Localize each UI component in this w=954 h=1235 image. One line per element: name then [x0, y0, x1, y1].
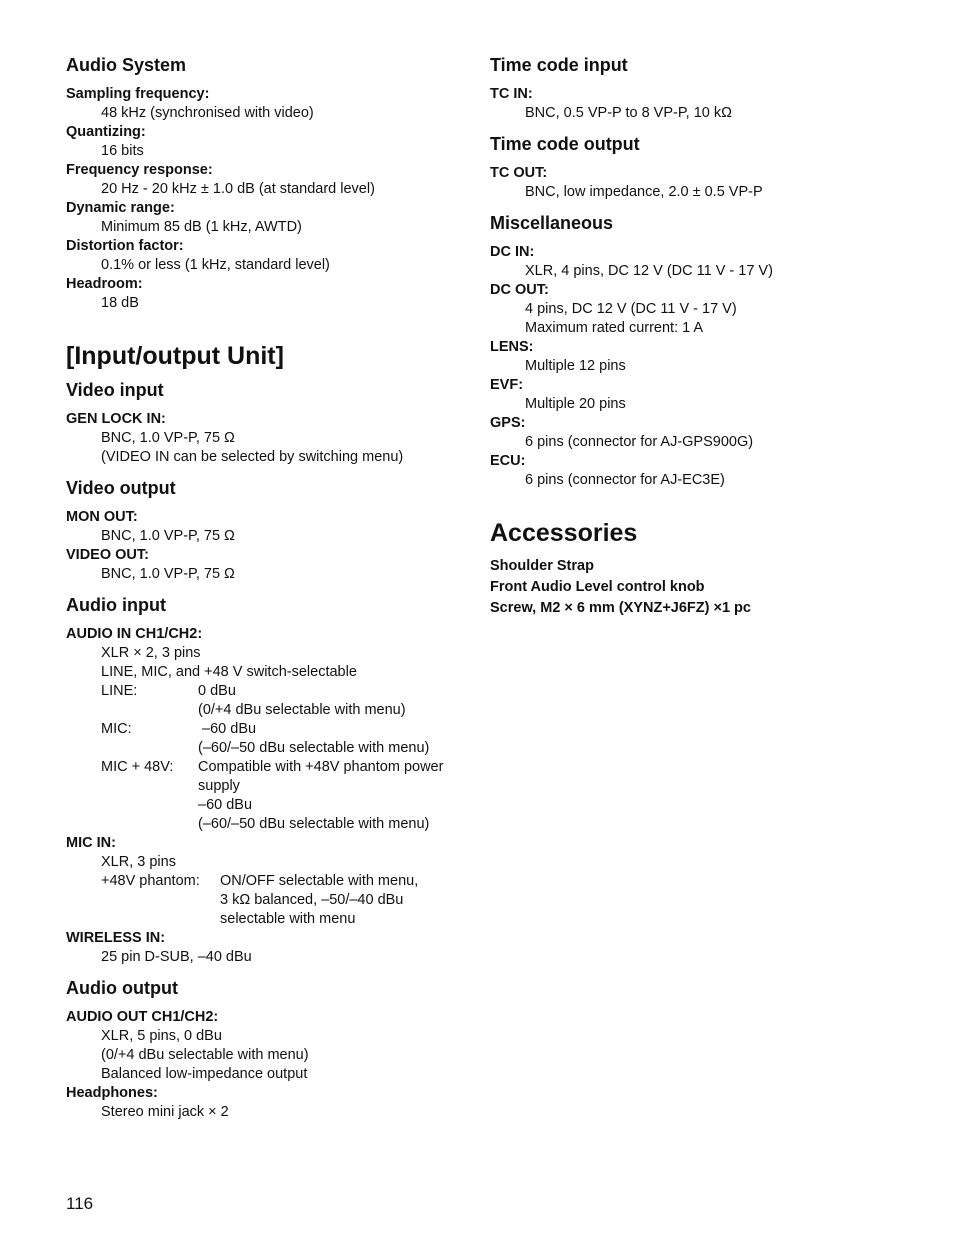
- mic48-level-line: –60 dBu: [198, 797, 253, 813]
- quantizing-value: 16 bits: [101, 143, 144, 159]
- quantizing-label: Quantizing:: [66, 124, 146, 140]
- headphones-value: Stereo mini jack × 2: [101, 1104, 229, 1120]
- dc-out-line: 4 pins, DC 12 V (DC 11 V - 17 V): [525, 301, 737, 317]
- dc-out-line: Maximum rated current: 1 A: [525, 320, 704, 336]
- phantom-line: ON/OFF selectable with menu,: [220, 873, 419, 889]
- dynamic-range-label: Dynamic range:: [66, 200, 175, 216]
- line-level-line: 0 dBu: [198, 683, 236, 699]
- dc-out-value: [490, 300, 930, 338]
- miscellaneous-heading: Miscellaneous: [490, 213, 614, 233]
- frequency-response-label: Frequency response:: [66, 162, 213, 178]
- dynamic-range-value: Minimum 85 dB (1 kHz, AWTD): [101, 219, 302, 235]
- audio-out-ch1-ch2-value: [66, 1027, 466, 1084]
- line-level-label: LINE:: [101, 683, 138, 699]
- video-out-label: VIDEO OUT:: [66, 547, 149, 563]
- phantom-line: selectable with menu: [220, 911, 356, 927]
- mic-level-row: [101, 720, 443, 758]
- gen-lock-in-value: [66, 429, 466, 467]
- mic-in-value: [66, 853, 466, 929]
- audio-output-heading: Audio output: [66, 978, 178, 998]
- mic48-level-label: MIC + 48V:: [101, 759, 174, 775]
- lens-label: LENS:: [490, 339, 534, 355]
- sampling-frequency-value: 48 kHz (synchronised with video): [101, 105, 314, 121]
- mic-level-line: –60 dBu: [198, 721, 257, 737]
- headphones-label: Headphones:: [66, 1085, 158, 1101]
- tc-in-value: BNC, 0.5 VP-P to 8 VP-P, 10 kΩ: [525, 105, 732, 121]
- audio-in-line: XLR × 2, 3 pins: [101, 645, 201, 661]
- sampling-frequency-label: Sampling frequency:: [66, 86, 210, 102]
- phantom-table: [101, 872, 418, 929]
- frequency-response-value: 20 Hz - 20 kHz ± 1.0 dB (at standard level): [101, 181, 375, 197]
- gen-lock-in-label: GEN LOCK IN:: [66, 411, 166, 427]
- evf-value: Multiple 20 pins: [525, 396, 626, 412]
- dc-out-label: DC OUT:: [490, 282, 549, 298]
- mic-in-label: MIC IN:: [66, 835, 116, 851]
- tc-in-label: TC IN:: [490, 86, 533, 102]
- headroom-value: 18 dB: [101, 295, 139, 311]
- dc-in-label: DC IN:: [490, 244, 535, 260]
- time-code-output-heading: Time code output: [490, 134, 640, 154]
- gps-label: GPS:: [490, 415, 526, 431]
- time-code-input-heading: Time code input: [490, 55, 628, 75]
- accessory-item: Shoulder Strap: [490, 558, 594, 574]
- gen-lock-in-line: (VIDEO IN can be selected by switching menu): [101, 449, 404, 465]
- ecu-value: 6 pins (connector for AJ-EC3E): [525, 472, 725, 488]
- lens-value: Multiple 12 pins: [525, 358, 626, 374]
- io-unit-heading: [Input/output Unit]: [66, 342, 284, 370]
- gps-value: 6 pins (connector for AJ-GPS900G): [525, 434, 754, 450]
- audio-input-heading: Audio input: [66, 595, 166, 615]
- audio-in-level-table: [101, 682, 443, 834]
- mon-out-label: MON OUT:: [66, 509, 138, 525]
- headroom-label: Headroom:: [66, 276, 143, 292]
- video-output-heading: Video output: [66, 478, 176, 498]
- mic-level-value: [198, 720, 443, 758]
- accessory-item: Front Audio Level control knob: [490, 579, 705, 595]
- audio-in-ch1-ch2-value: [66, 644, 466, 834]
- mic48-level-line: supply: [198, 778, 240, 794]
- line-level-value: [198, 682, 443, 720]
- video-input-heading: Video input: [66, 380, 164, 400]
- audio-out-line: Balanced low-impedance output: [101, 1066, 308, 1082]
- gen-lock-in-line: BNC, 1.0 VP-P, 75 Ω: [101, 430, 235, 446]
- left-column: [66, 54, 466, 1122]
- right-column: [490, 54, 930, 619]
- mic-level-line: (–60/–50 dBu selectable with menu): [198, 740, 430, 756]
- accessories-heading: Accessories: [490, 519, 638, 547]
- wireless-in-label: WIRELESS IN:: [66, 930, 166, 946]
- distortion-factor-label: Distortion factor:: [66, 238, 184, 254]
- audio-out-ch1-ch2-label: AUDIO OUT CH1/CH2:: [66, 1009, 219, 1025]
- wireless-in-value: 25 pin D-SUB, –40 dBu: [101, 949, 252, 965]
- video-out-value: BNC, 1.0 VP-P, 75 Ω: [101, 566, 235, 582]
- audio-system-spec-list: [66, 85, 466, 313]
- mic48-level-row: [101, 758, 443, 834]
- mic48-level-line: (–60/–50 dBu selectable with menu): [198, 816, 430, 832]
- line-level-line: (0/+4 dBu selectable with menu): [198, 702, 406, 718]
- audio-out-line: XLR, 5 pins, 0 dBu: [101, 1028, 222, 1044]
- mic48-level-line: Compatible with +48V phantom power: [198, 759, 444, 775]
- phantom-value: [220, 872, 418, 929]
- audio-out-line: (0/+4 dBu selectable with menu): [101, 1047, 309, 1063]
- ecu-label: ECU:: [490, 453, 526, 469]
- audio-in-ch1-ch2-label: AUDIO IN CH1/CH2:: [66, 626, 203, 642]
- tc-out-label: TC OUT:: [490, 165, 548, 181]
- evf-label: EVF:: [490, 377, 524, 393]
- accessory-item: Screw, M2 × 6 mm (XYNZ+J6FZ) ×1 pc: [490, 600, 751, 616]
- tc-out-value: BNC, low impedance, 2.0 ± 0.5 VP-P: [525, 184, 763, 200]
- accessories-list: [490, 556, 930, 619]
- audio-in-line: LINE, MIC, and +48 V switch-selectable: [101, 664, 357, 680]
- distortion-factor-value: 0.1% or less (1 kHz, standard level): [101, 257, 330, 273]
- mon-out-value: BNC, 1.0 VP-P, 75 Ω: [101, 528, 235, 544]
- phantom-row: [101, 872, 418, 929]
- page-number: 116: [66, 1194, 94, 1213]
- phantom-label: +48V phantom:: [101, 873, 200, 889]
- dc-in-value: XLR, 4 pins, DC 12 V (DC 11 V - 17 V): [525, 263, 773, 279]
- line-level-row: [101, 682, 443, 720]
- audio-system-heading: Audio System: [66, 55, 187, 75]
- phantom-line: 3 kΩ balanced, –50/–40 dBu: [220, 892, 404, 908]
- mic48-level-value: [198, 758, 443, 834]
- mic-in-line: XLR, 3 pins: [101, 854, 176, 870]
- mic-level-label: MIC:: [101, 721, 132, 737]
